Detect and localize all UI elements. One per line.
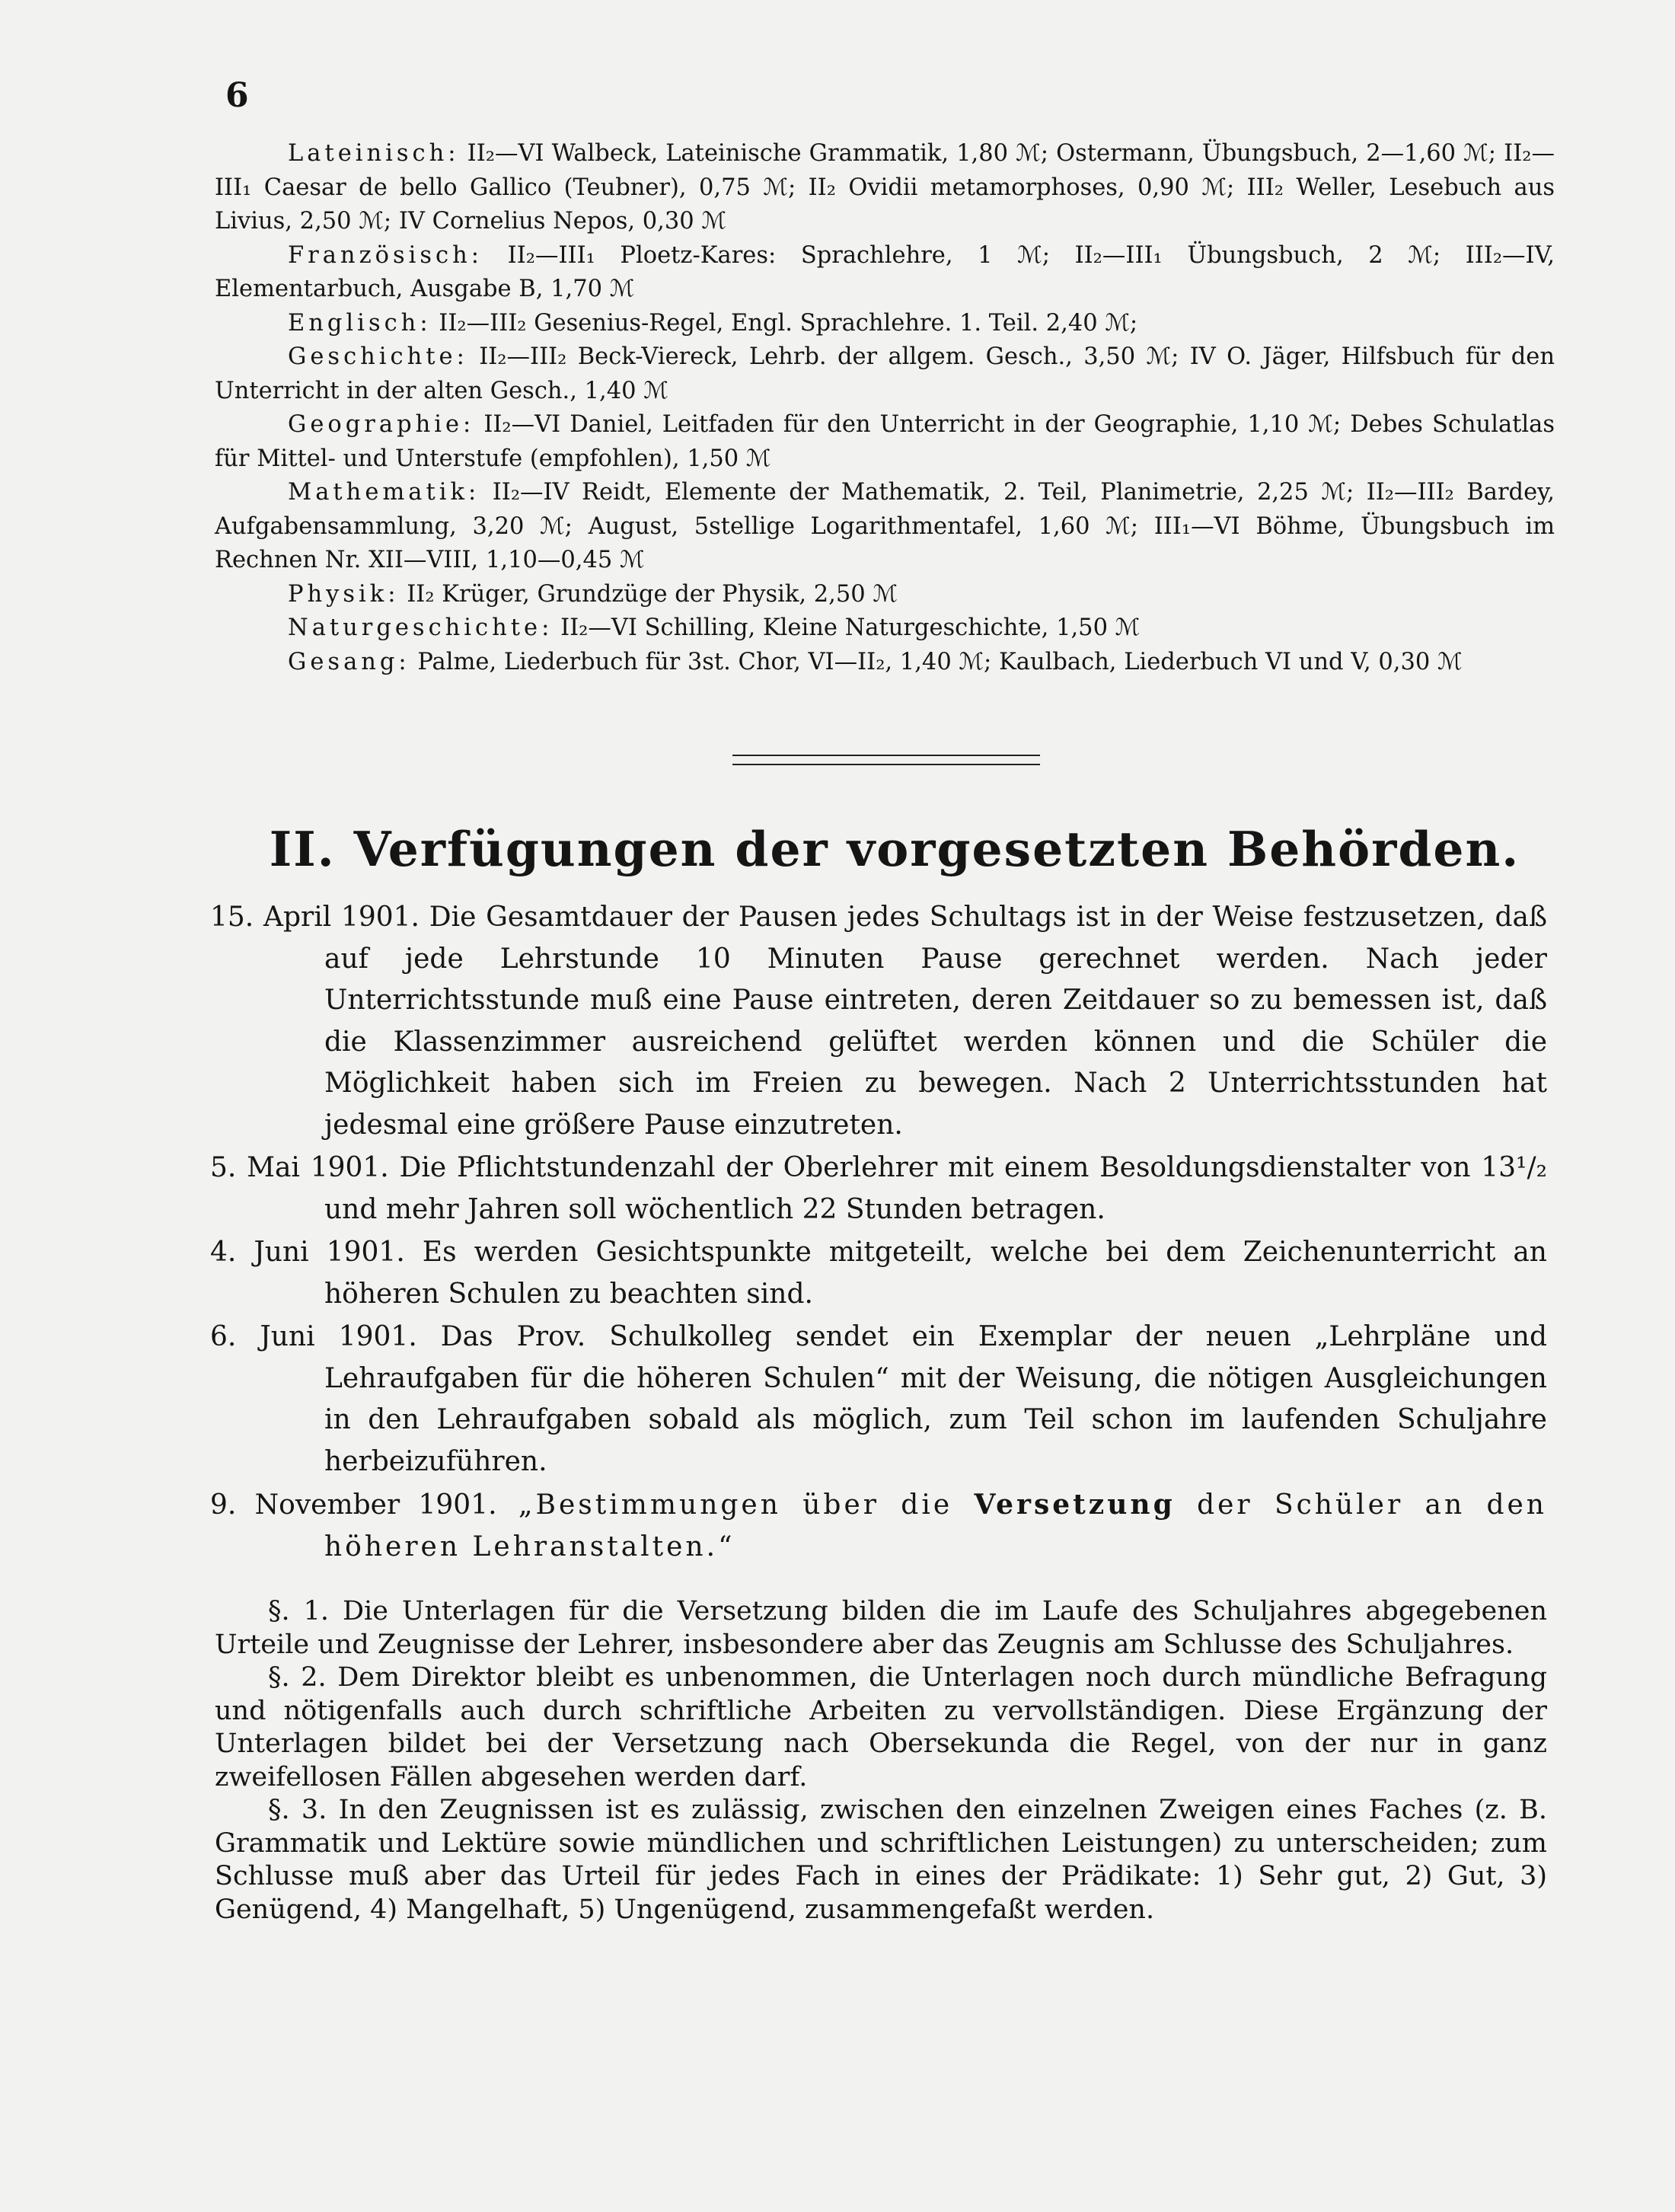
entry-date: 5. Mai 1901. <box>210 1152 389 1183</box>
list-item <box>210 1484 1547 1568</box>
page-number: 6 <box>225 76 249 115</box>
list-item <box>210 897 1547 1146</box>
entry-text: Das Prov. Schulkolleg sendet ein Exemplar der neuen „Lehrpläne und Lehraufgaben für die höheren Schulen“ mit der Weisung, die nötigen Ausgleichungen in den Lehraufgaben sobald als möglich, zum Teil schon im laufenden Schuljahre herbeizuführen. <box>324 1321 1547 1477</box>
regulation-paragraphs <box>215 1595 1547 1926</box>
list-item <box>215 137 1555 239</box>
entry-date: 4. Juni 1901. <box>210 1237 405 1268</box>
entry-date: 15. April 1901. <box>210 902 420 933</box>
subject-books: II₂—III₂ Beck-Viereck, Lehrb. der allgem. Gesch., 3,50 ℳ; IV O. Jäger, Hilfsbuch für den Unterricht in der alten Gesch., 1,40 ℳ <box>215 343 1555 404</box>
list-item <box>215 408 1555 476</box>
list-item <box>215 239 1555 307</box>
list-item <box>215 578 1555 612</box>
subject-books: II₂—VI Schilling, Kleine Naturgeschichte, 1,50 ℳ <box>553 614 1141 641</box>
subject-label: Gesang: <box>288 648 410 675</box>
entry-text: der Schüler an den höheren Lehranstalten.“ <box>324 1489 1547 1562</box>
subject-books: II₂ Krüger, Grundzüge der Physik, 2,50 ℳ <box>399 580 898 608</box>
subject-label: Lateinisch: <box>288 140 460 167</box>
textbook-list <box>215 137 1555 679</box>
entry-keyword: Versetzung <box>974 1489 1176 1521</box>
subject-label: Englisch: <box>288 309 432 337</box>
paragraph: §. 2. Dem Direktor bleibt es unbenommen, die Unterlagen noch durch mündliche Befragung und nötigenfalls auch durch schriftliche Arbeiten zu vervollständigen. Diese Ergänzung der Unterlagen bildet bei der Versetzung nach Obersekunda die Regel, von der nur in ganz zweifellosen Fällen abgesehen werden darf. <box>215 1662 1547 1792</box>
list-item <box>210 1317 1547 1483</box>
subject-books: II₂—VI Walbeck, Lateinische Grammatik, 1,80 ℳ; Ostermann, Übungsbuch, 2—1,60 ℳ; II₂—III₁ Caesar de bello Gallico (Teubner), 0,75 ℳ; II₂ Ovidii metamorphoses, 0,90 ℳ; III₂ Weller, Lesebuch aus Livius, 2,50 ℳ; IV Cornelius Nepos, 0,30 ℳ <box>215 140 1555 235</box>
entry-text: Die Gesamtdauer der Pausen jedes Schultags ist in der Weise festzusetzen, daß auf jede Lehrstunde 10 Minuten Pause gerechnet werden. Nach jeder Unterrichtsstunde muß eine Pause eintreten, deren Zeitdauer so zu bemessen ist, daß die Klassenzimmer ausreichend gelüftet werden können und die Schüler die Möglichkeit haben sich im Freien zu bewegen. Nach 2 Unterrichtsstunden hat jedesmal eine größere Pause einzutreten. <box>324 902 1548 1141</box>
entry-date: 6. Juni 1901. <box>210 1321 417 1352</box>
list-item <box>215 307 1555 341</box>
entry-text: Es werden Gesichtspunkte mitgeteilt, welche bei dem Zeichenunterricht an höheren Schulen zu beachten sind. <box>324 1237 1547 1310</box>
subject-books: II₂—III₁ Ploetz-Kares: Sprachlehre, 1 ℳ; II₂—III₁ Übungsbuch, 2 ℳ; III₂—IV, Elementarbuch, Ausgabe B, 1,70 ℳ <box>215 241 1555 302</box>
decree-list <box>210 897 1547 1569</box>
list-item <box>210 1232 1547 1315</box>
list-item <box>215 611 1555 646</box>
entry-text: „Bestimmungen über die <box>496 1489 975 1521</box>
entry-date: 9. November 1901. <box>210 1489 497 1521</box>
paragraph: §. 1. Die Unterlagen für die Versetzung bilden die im Laufe des Schuljahres abgegebenen Urteile und Zeugnisse der Lehrer, insbesondere aber das Zeugnis am Schlusse des Schuljahres. <box>215 1596 1547 1660</box>
subject-label: Geographie: <box>288 411 475 438</box>
section-divider <box>732 755 1040 756</box>
subject-label: Mathematik: <box>288 479 480 506</box>
subject-label: Physik: <box>288 580 400 608</box>
subject-books: II₂—VI Daniel, Leitfaden für den Unterricht in der Geographie, 1,10 ℳ; Debes Schulatlas für Mittel- und Unterstufe (empfohlen), 1,50 ℳ <box>215 411 1555 472</box>
subject-label: Französisch: <box>288 241 483 269</box>
list-item <box>210 1147 1547 1230</box>
list-item <box>215 646 1555 680</box>
list-item <box>215 340 1555 408</box>
subject-books: II₂—IV Reidt, Elemente der Mathematik, 2. Teil, Planimetrie, 2,25 ℳ; II₂—III₂ Bardey, Aufgabensammlung, 3,20 ℳ; August, 5stellige Logarithmentafel, 1,60 ℳ; III₁—VI Böhme, Übungsbuch im Rechnen Nr. XII—VIII, 1,10—0,45 ℳ <box>215 479 1555 573</box>
subject-books: Palme, Liederbuch für 3st. Chor, VI—II₂, 1,40 ℳ; Kaulbach, Liederbuch VI und V, 0,30 ℳ <box>410 648 1463 675</box>
paragraph: §. 3. In den Zeugnissen ist es zulässig, zwischen den einzelnen Zweigen eines Faches (z. B. Grammatik und Lektüre sowie mündlichen und schriftlichen Leistungen) zu unterscheiden; zum Schlusse muß aber das Urteil für jedes Fach in eines der Prädikate: 1) Sehr gut, 2) Gut, 3) Genügend, 4) Mangelhaft, 5) Ungenügend, zusammengefaßt werden. <box>215 1795 1547 1925</box>
entry-text: Die Pflichtstundenzahl der Oberlehrer mit einem Besoldungsdienstalter von 13¹/₂ und mehr Jahren soll wöchentlich 22 Stunden betragen. <box>324 1152 1547 1225</box>
list-item <box>215 476 1555 578</box>
subject-books: II₂—III₂ Gesenius-Regel, Engl. Sprachlehre. 1. Teil. 2,40 ℳ; <box>431 309 1138 337</box>
section-heading: II. Verfügungen der vorgesetzten Behörden. <box>269 821 1520 877</box>
section-divider <box>732 764 1040 765</box>
subject-label: Naturgeschichte: <box>288 614 554 641</box>
subject-label: Geschichte: <box>288 343 468 370</box>
